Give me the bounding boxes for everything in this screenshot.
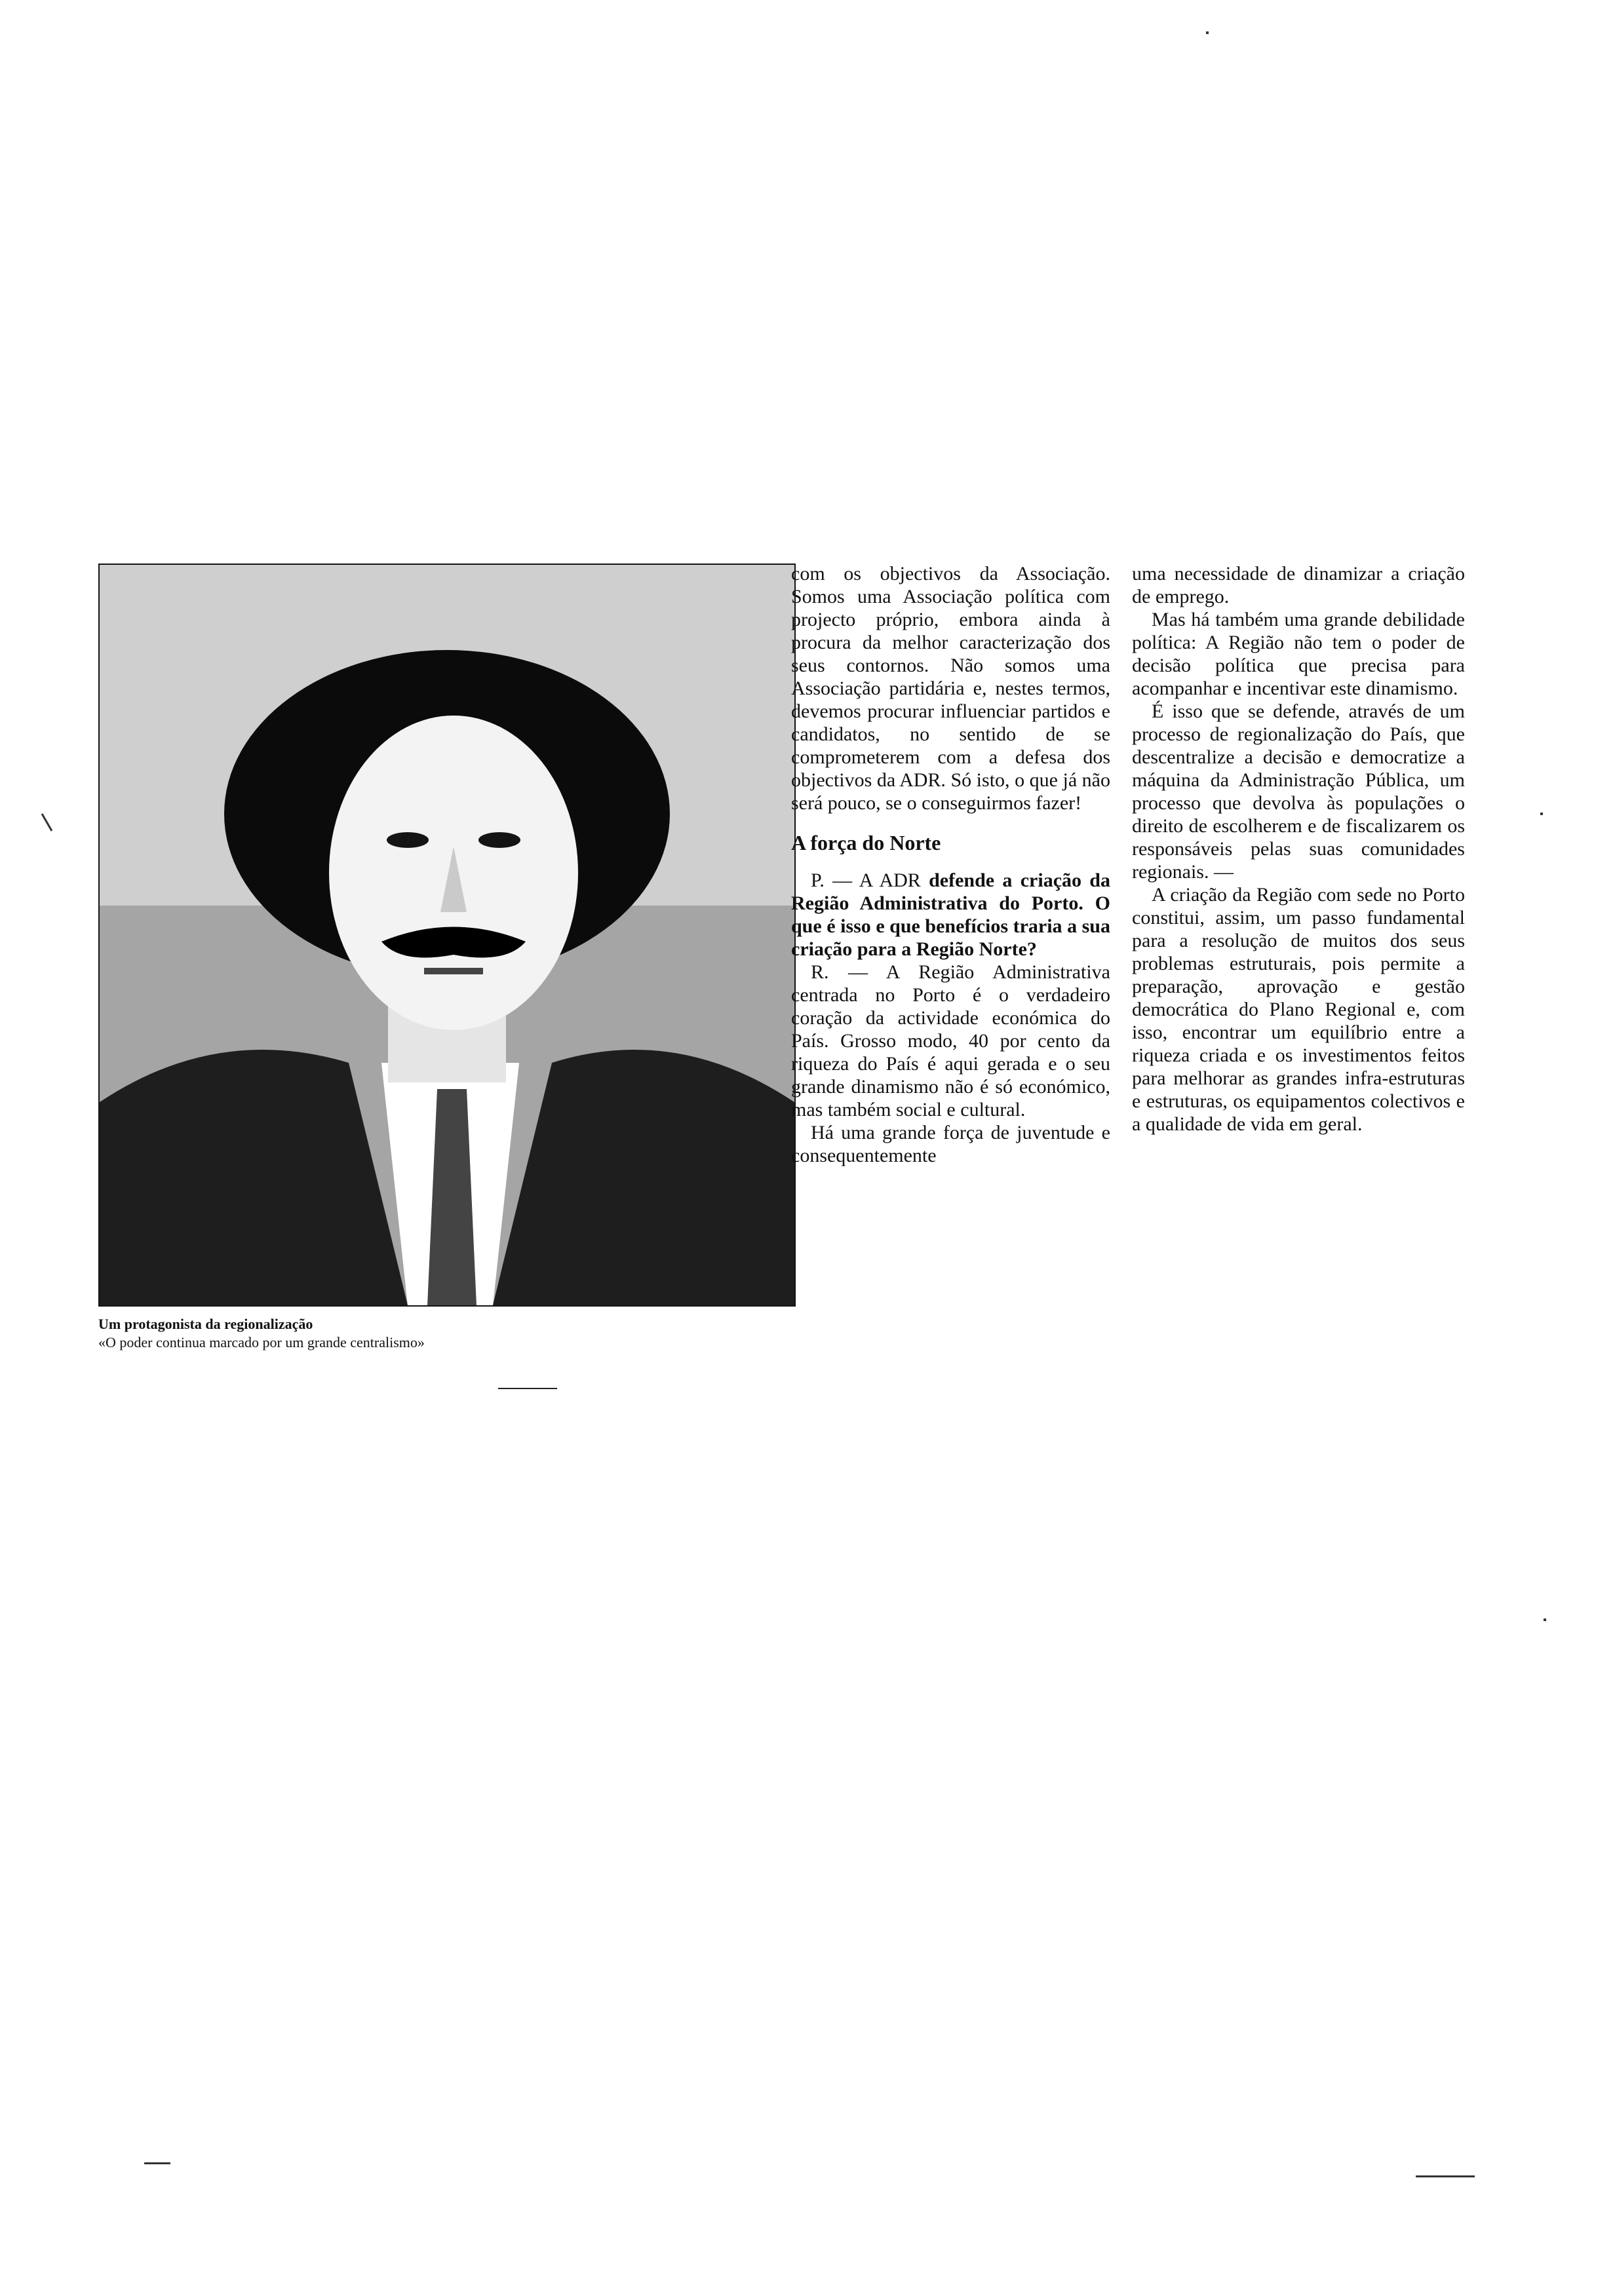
- photo-caption-title: Um protagonista da regionalização: [98, 1316, 313, 1332]
- question-text: defende a criação da Região Administrativa do Porto. O que é isso e que benefícios traria a sua criação para a Região Norte?: [791, 870, 1110, 960]
- interview-question: [791, 869, 1110, 961]
- photo-caption-quote: «O poder continua marcado por um grande centralismo»: [98, 1334, 425, 1350]
- paragraph: A criação da Região com sede no Porto constitui, assim, um passo fundamental para a resolução de muitos dos seus problemas estruturais, pois permite a preparação, aprovação e gestão democrática do Plano Regional e, com isso, encontrar um equilíbrio entre a riqueza criada e os investimentos feitos para melhorar as grandes infra-estruturas e estruturas, os equipamentos colectivos e a qualidade de vida em geral.: [1132, 884, 1465, 1135]
- scan-speck: [1540, 813, 1543, 815]
- scan-speck: [41, 813, 53, 831]
- paragraph: Mas há também uma grande debilidade política: A Região não tem o poder de decisão política que precisa para acompanhar e incentivar este dinamismo.: [1132, 609, 1465, 699]
- interview-answer: R. — A Região Administrativa centrada no Porto é o verdadeiro coração da actividade económica do País. Grosso modo, 40 por cento da riqueza do País é aqui gerada e o seu grande dinamismo não é só económico, mas também social e cultural.: [791, 961, 1110, 1120]
- article-column-2: [791, 562, 1110, 1167]
- paragraph: É isso que se defende, através de um processo de regionalização do País, que descentralize a decisão e democratize a máquina da Administração Pública, um processo que devolva às populações o direito de escolherem e de fiscalizarem os responsáveis pelas suas comunidades regionais. —: [1132, 700, 1465, 883]
- scan-speck: [1416, 2175, 1475, 2177]
- paragraph: Há uma grande força de juventude e consequentemente: [791, 1122, 1110, 1166]
- section-subheading: A força do Norte: [791, 831, 941, 854]
- portrait-photo-icon: [98, 564, 796, 1307]
- paragraph: com os objectivos da Associação. Somos uma Associação política com projecto próprio, embora ainda à procura da melhor caracterização dos seus contornos. Não somos uma Associação partidária e, nestes termos, devemos procurar influenciar partidos e candidatos, no sentido de se comprometerem com a defesa dos objectivos da ADR. Só isto, o que já não será pouco, se o conseguirmos fazer!: [791, 563, 1110, 814]
- paragraph: uma necessidade de dinamizar a criação de emprego.: [1132, 563, 1465, 607]
- question-lead: P. — A ADR: [811, 870, 929, 891]
- decorative-rule: [498, 1388, 557, 1389]
- scan-speck: [144, 2162, 170, 2164]
- article-column-3: [1132, 562, 1465, 1136]
- scan-speck: [1544, 1618, 1546, 1621]
- scan-speck: [1206, 31, 1209, 34]
